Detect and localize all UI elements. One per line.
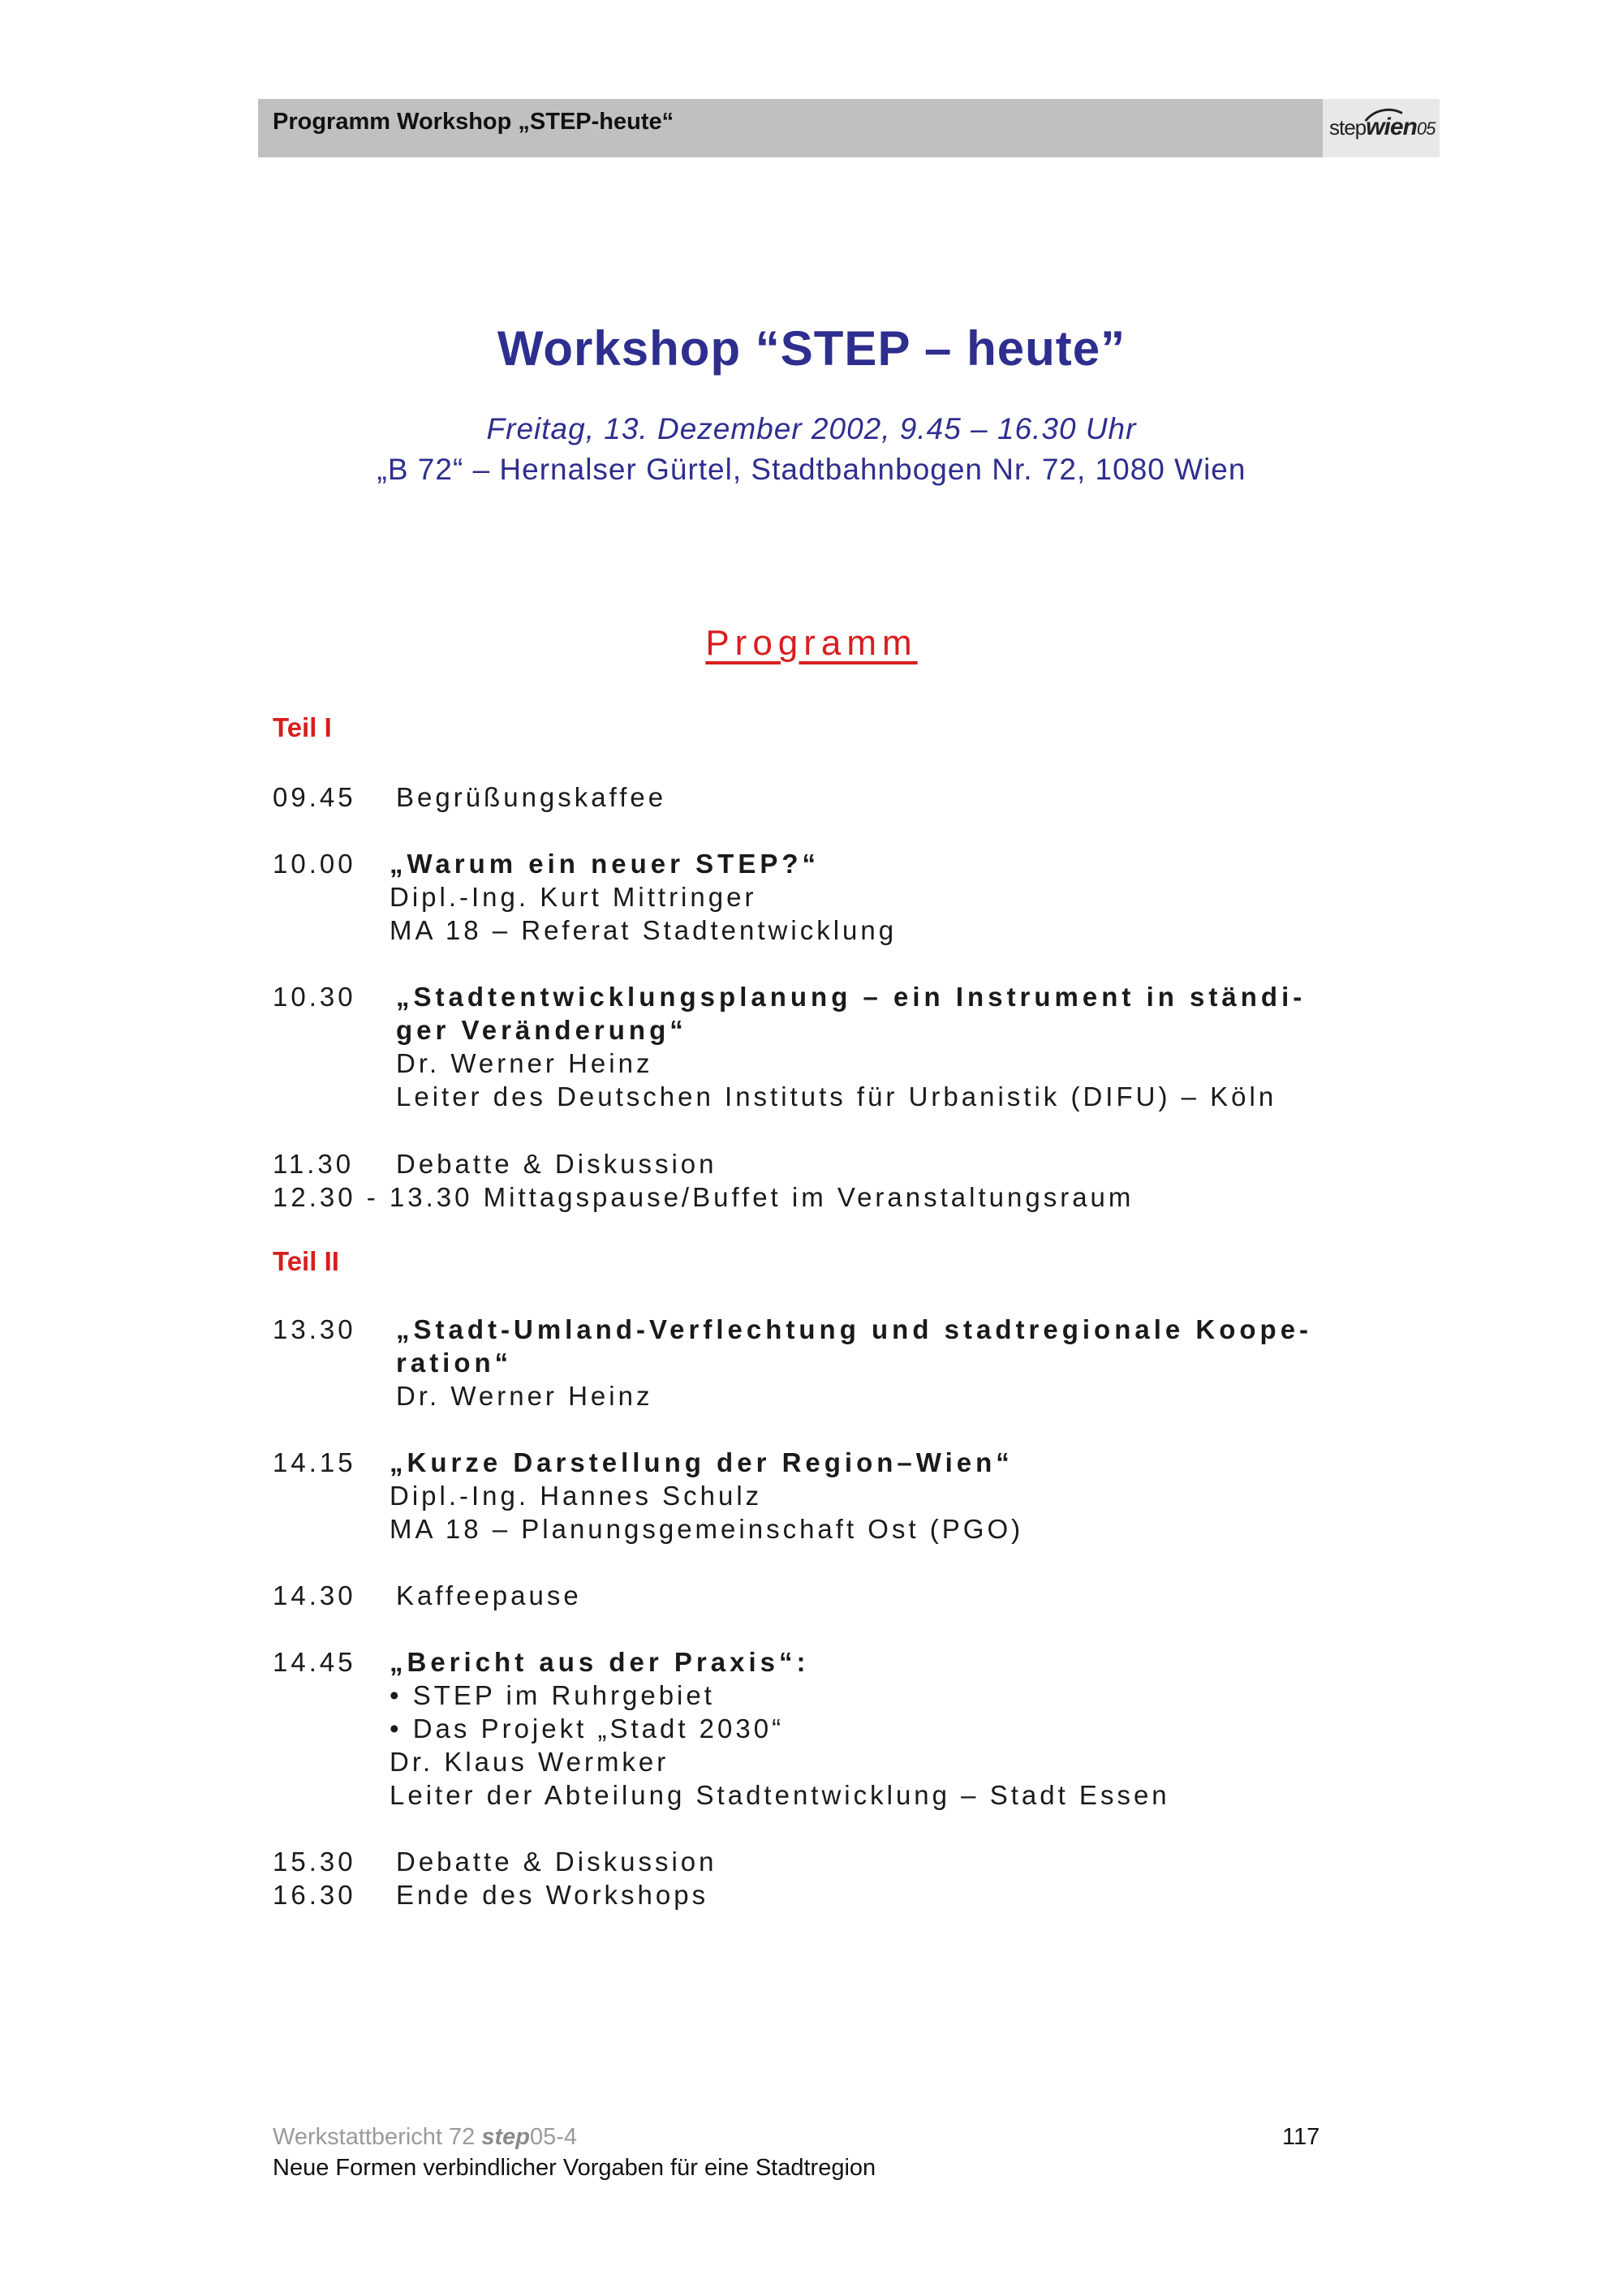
- bullet-item: • Das Projekt „Stadt 2030“: [390, 1713, 785, 1743]
- bullet-item: • STEP im Ruhrgebiet: [390, 1680, 715, 1710]
- footer-report: Werkstattbericht 72 step05-4: [273, 2124, 578, 2150]
- item-text: Kaffeepause: [396, 1580, 582, 1610]
- item-time: 10.00: [273, 849, 356, 879]
- item-speaker: Dipl.-Ing. Hannes Schulz: [390, 1481, 763, 1511]
- item-text: Begrüßungskaffee: [396, 782, 667, 812]
- item-title-line-1: „Stadtentwicklungsplanung – ein Instrument in ständi-: [396, 982, 1307, 1012]
- item-speaker: Dr. Klaus Wermker: [390, 1747, 669, 1777]
- item-title-line-2: ration“: [396, 1348, 513, 1378]
- item-affiliation: MA 18 – Referat Stadtentwicklung: [390, 915, 898, 945]
- workshop-title: Workshop “STEP – heute”: [497, 321, 1126, 376]
- item-text: Ende des Workshops: [396, 1880, 709, 1910]
- item-time: 14.30: [273, 1580, 356, 1610]
- item-title-line-1: „Stadt-Umland-Verflechtung und stadtregionale Koope-: [396, 1314, 1313, 1344]
- page-header: [258, 99, 1440, 157]
- item-speaker: Dr. Werner Heinz: [396, 1048, 653, 1078]
- item-time: 09.45: [273, 782, 356, 812]
- workshop-date: Freitag, 13. Dezember 2002, 9.45 – 16.30 Uhr: [486, 412, 1137, 445]
- workshop-venue: „B 72“ – Hernalser Gürtel, Stadtbahnbogen Nr. 72, 1080 Wien: [377, 453, 1246, 486]
- header-bar: [258, 99, 1323, 157]
- item-text: Debatte & Diskussion: [396, 1847, 717, 1877]
- section-teil-2: Teil II: [273, 1246, 339, 1276]
- item-time: 12.30 - 13.30 Mittagspause/Buffet im Veranstaltungsraum: [273, 1182, 1134, 1212]
- item-affiliation: MA 18 – Planungsgemeinschaft Ost (PGO): [390, 1514, 1024, 1544]
- item-speaker: Dr. Werner Heinz: [396, 1381, 653, 1411]
- item-speaker: Dipl.-Ing. Kurt Mittringer: [390, 882, 757, 912]
- item-title: „Bericht aus der Praxis“:: [390, 1647, 810, 1677]
- item-time: 16.30: [273, 1880, 356, 1910]
- item-time: 10.30: [273, 982, 356, 1012]
- item-time: 13.30: [273, 1314, 356, 1344]
- item-title-line-2: ger Veränderung“: [396, 1015, 687, 1045]
- item-time: 14.15: [273, 1447, 356, 1477]
- page-number: 117: [1282, 2124, 1320, 2150]
- item-time: 11.30: [273, 1149, 355, 1179]
- item-text: Debatte & Diskussion: [396, 1149, 717, 1179]
- item-time: 14.45: [273, 1647, 356, 1677]
- item-affiliation: Leiter des Deutschen Instituts für Urbanistik (DIFU) – Köln: [396, 1081, 1277, 1111]
- item-title: „Kurze Darstellung der Region–Wien“: [390, 1447, 1014, 1477]
- footer-subtitle: Neue Formen verbindlicher Vorgaben für eine Stadtregion: [273, 2155, 876, 2181]
- item-affiliation: Leiter der Abteilung Stadtentwicklung – Stadt Essen: [390, 1780, 1170, 1810]
- step-wien-logo: [1323, 99, 1440, 157]
- item-title: „Warum ein neuer STEP?“: [390, 849, 820, 879]
- item-time: 15.30: [273, 1847, 356, 1877]
- logo-text: stepwien05: [1329, 114, 1436, 140]
- header-title: Programm Workshop „STEP-heute“: [273, 109, 674, 135]
- programm-heading: Programm: [705, 623, 918, 663]
- section-teil-1: Teil I: [273, 712, 332, 742]
